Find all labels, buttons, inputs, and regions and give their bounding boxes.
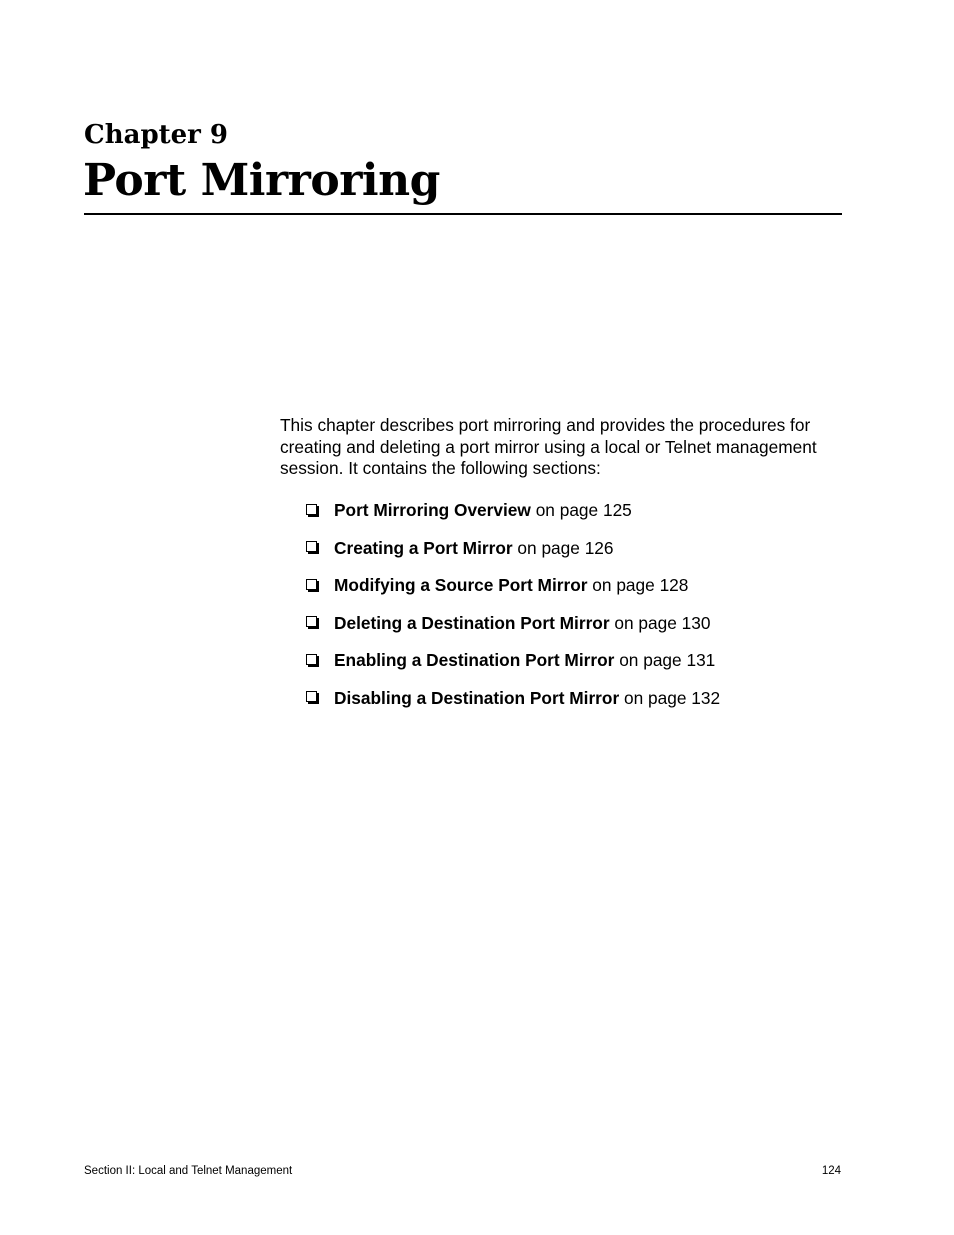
section-title[interactable]: Disabling a Destination Port Mirror [334,687,620,708]
chapter-label: Chapter 9 [84,120,229,150]
section-title[interactable]: Deleting a Destination Port Mirror [334,612,610,633]
section-list [306,499,720,724]
intro-paragraph: This chapter describes port mirroring and provides the procedures for creating and deleting a port mirror using a local or Telnet management session. It contains the following sections: [280,415,817,478]
section-list-item [306,499,720,521]
section-title[interactable]: Enabling a Destination Port Mirror [334,650,615,670]
chapter-title: Port Mirroring [83,155,440,206]
section-link[interactable] [334,649,715,671]
section-list-item [306,687,720,709]
section-title[interactable]: Port Mirroring Overview [334,500,531,520]
section-page-ref: on page 125 [535,500,632,520]
section-link[interactable] [334,537,614,559]
section-list-item [306,649,720,671]
section-list-item [306,537,720,559]
section-list-item [306,612,720,634]
checkbox-bullet-icon [306,691,317,702]
section-title[interactable]: Creating a Port Mirror [334,537,513,558]
section-page-ref: on page 126 [517,537,614,558]
title-divider [84,213,842,215]
section-page-ref: on page 130 [614,612,711,633]
section-page-ref: on page 128 [592,575,689,595]
checkbox-bullet-icon [306,616,317,627]
checkbox-bullet-icon [306,579,317,590]
section-title[interactable]: Modifying a Source Port Mirror [334,575,588,595]
footer-section-name: Section II: Local and Telnet Management [84,1165,293,1177]
section-page-ref: on page 131 [619,650,716,670]
checkbox-bullet-icon [306,654,317,665]
section-link[interactable] [334,499,632,521]
checkbox-bullet-icon [306,541,317,552]
footer-page-number: 124 [821,1165,841,1177]
section-list-item [306,574,720,596]
section-page-ref: on page 132 [624,687,721,708]
checkbox-bullet-icon [306,504,317,515]
section-link[interactable] [334,612,711,634]
section-link[interactable] [334,574,688,596]
section-link[interactable] [334,687,720,709]
